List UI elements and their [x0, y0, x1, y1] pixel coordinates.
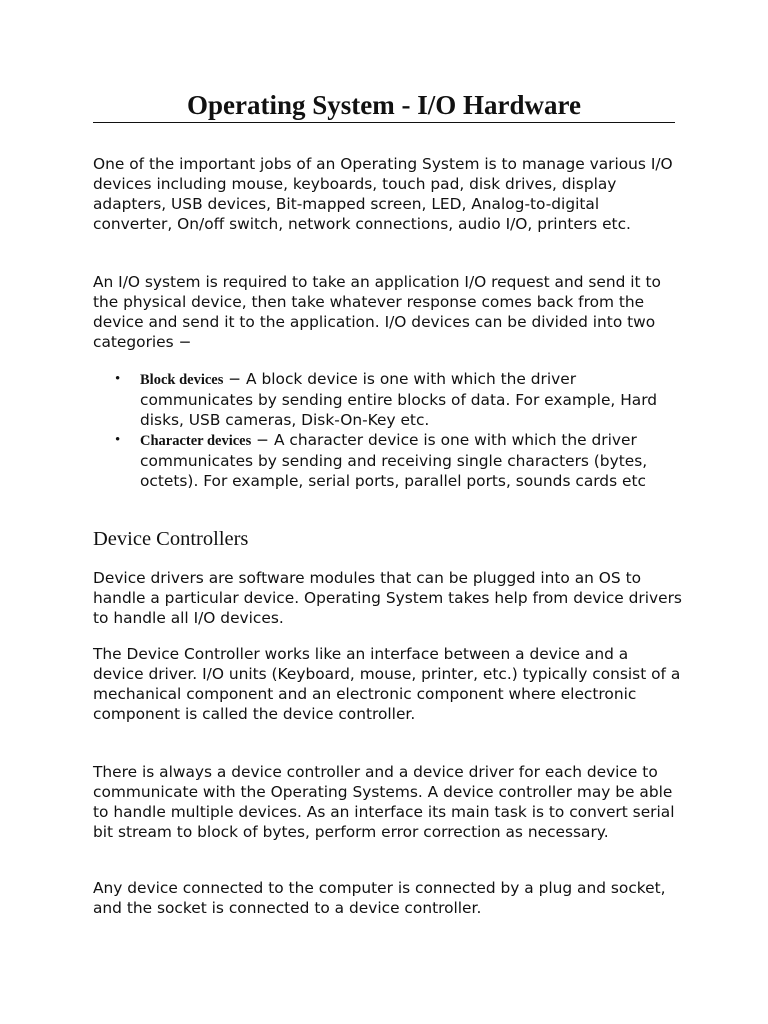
- section-paragraph-4: Any device connected to the computer is connected by a plug and socket, and the socket is connected to a device controller.: [93, 879, 666, 917]
- list-item-character-devices: [93, 430, 683, 491]
- bullet-icon: •: [115, 432, 121, 448]
- definition-character-devices: − A character device is one with which the driver communicates by sending and receiving single characters (bytes, octets). For example, serial ports, parallel ports, sounds cards etc: [140, 431, 648, 490]
- term-block-devices: Block devices: [140, 372, 224, 388]
- definition-block-devices: − A block device is one with which the driver communicates by sending entire blocks of data. For example, Hard disks, USB cameras, Disk-On-Key etc.: [140, 370, 658, 429]
- bullet-icon: •: [115, 371, 121, 387]
- list-item-block-devices: [93, 369, 683, 430]
- device-category-list: [93, 369, 683, 491]
- intro-paragraph-2: An I/O system is required to take an application I/O request and send it to the physical device, then take whatever response comes back from the device and send it to the application. I/O devices can be divided into two categories −: [93, 273, 661, 351]
- section-paragraph-3: There is always a device controller and a device driver for each device to communicate with the Operating Systems. A device controller may be able to handle multiple devices. As an interface its main task is to convert serial bit stream to block of bytes, perform error correction as necessary.: [93, 763, 675, 841]
- page-title: Operating System - I/O Hardware: [187, 90, 581, 120]
- term-character-devices: Character devices: [140, 433, 252, 449]
- section-heading-device-controllers: Device Controllers: [93, 528, 249, 550]
- title-underline: [93, 122, 675, 123]
- section-paragraph-2: The Device Controller works like an interface between a device and a device driver. I/O units (Keyboard, mouse, printer, etc.) typically consist of a mechanical component and an electronic component where electronic component is called the device controller.: [93, 645, 681, 723]
- section-paragraph-1: Device drivers are software modules that can be plugged into an OS to handle a particular device. Operating System takes help from device drivers to handle all I/O devices.: [93, 569, 682, 627]
- intro-paragraph-1: One of the important jobs of an Operating System is to manage various I/O devices including mouse, keyboards, touch pad, disk drives, display adapters, USB devices, Bit-mapped screen, LED, Analog-to-digital converter, On/off switch, network connections, audio I/O, printers etc.: [93, 155, 673, 233]
